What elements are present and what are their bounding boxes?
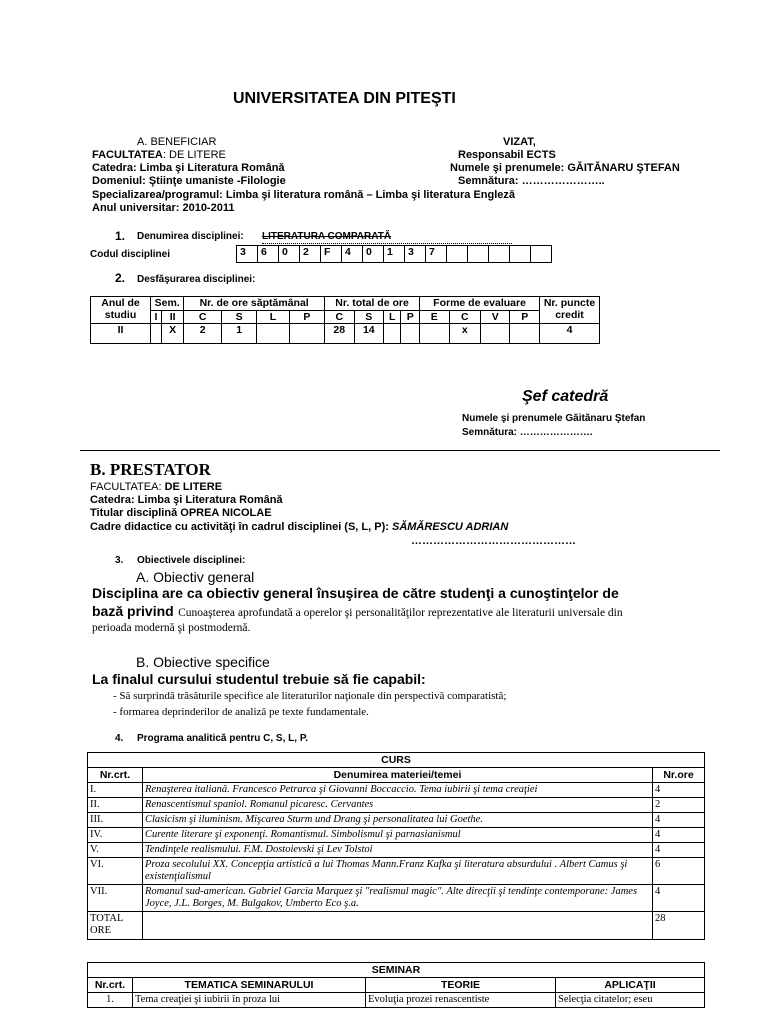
beneficiar-faculty <box>92 149 226 161</box>
desfasurare-cell: x <box>449 324 481 344</box>
desfasurare-cell <box>510 324 540 344</box>
curs-cell-nr: VI. <box>88 858 143 885</box>
subheader-cell: II <box>161 311 183 324</box>
seminar-cell-tema: Tema creaţiei şi iubirii în proza lui <box>133 993 366 1008</box>
subheader-cell: V <box>481 311 510 324</box>
section3-label: Obiectivele disciplinei: <box>137 555 246 566</box>
section2-label: Desfăşurarea disciplinei: <box>137 274 256 285</box>
code-label: Codul disciplinei <box>90 249 171 260</box>
seminar-header-aplicatii: APLICAŢII <box>556 978 705 993</box>
prestator-cadre <box>90 521 508 533</box>
curs-cell-ore: 2 <box>653 798 705 813</box>
prestator-faculty-value: DE LITERE <box>164 481 223 493</box>
curs-cell-ore: 4 <box>653 843 705 858</box>
prestator-faculty-label: FACULTATEA: <box>90 481 165 493</box>
vizat-responsabil: Responsabil ECTS <box>458 149 556 161</box>
curs-cell-ore: 4 <box>653 783 705 798</box>
header-credit: Nr. puncte credit <box>540 297 600 324</box>
desfasurare-cell: II <box>91 324 151 344</box>
desfasurare-cell <box>481 324 510 344</box>
faculty-label: FACULTATEA <box>92 149 163 161</box>
subheader-cell: S <box>354 311 384 324</box>
code-cell <box>489 246 510 263</box>
desfasurare-cell: X <box>161 324 183 344</box>
prestator-catedra: Catedra: Limba şi Literatura Română <box>90 494 283 506</box>
code-cell <box>447 246 468 263</box>
sef-title: Şef catedră <box>522 388 609 405</box>
code-cell <box>468 246 489 263</box>
specific-item: - formarea deprinderilor de analiză pe texte fundamentale. <box>113 706 369 718</box>
curs-cell-tema: Tendinţele realismului. F.M. Dostoievski şi Lev Tolstoi <box>143 843 653 858</box>
curs-cell-tema: Proza secolului XX. Concepţia artistică a lui Thomas Mann.Franz Kafka şi literatura absurdului . Albert Camus şi existenţialismul <box>143 858 653 885</box>
subheader-cell: C <box>324 311 354 324</box>
subheader-cell: S <box>222 311 257 324</box>
desfasurare-cell <box>151 324 162 344</box>
code-cell: 0 <box>363 246 384 263</box>
desfasurare-cell <box>420 324 449 344</box>
objective-general-bold-1: Disciplina are ca obiectiv general însuşirea de către studenţi a cunoştinţelor de <box>92 585 619 601</box>
seminar-cell-nr: 1. <box>88 993 133 1008</box>
header-sem: Sem. <box>151 297 184 311</box>
seminar-header-teorie: TEORIE <box>366 978 556 993</box>
section1-number: 1. <box>115 229 126 243</box>
beneficiar-label: A. BENEFICIAR <box>137 136 217 148</box>
curs-header-ore: Nr.ore <box>653 768 705 783</box>
curs-row <box>88 885 705 912</box>
divider <box>80 450 720 451</box>
curs-total-value: 28 <box>653 912 705 940</box>
curs-cell-ore: 4 <box>653 885 705 912</box>
code-cell: 3 <box>237 246 258 263</box>
vizat-title: VIZAT, <box>503 136 536 148</box>
curs-total-empty <box>143 912 653 940</box>
curs-row <box>88 843 705 858</box>
curs-cell-ore: 6 <box>653 858 705 885</box>
section2-number: 2. <box>115 271 126 285</box>
curs-header-tema: Denumirea materiei/temei <box>143 768 653 783</box>
code-cell <box>510 246 531 263</box>
curs-cell-tema: Romanul sud-american. Gabriel Garcia Marquez şi "realismul magic". Alte direcţii şi tendinţe contemporane: James Joyce, J.L. Borges, M. Bulgakov, Umberto Eco ş.a. <box>143 885 653 912</box>
beneficiar-anul: Anul universitar: 2010-2011 <box>92 202 235 214</box>
curs-cell-ore: 4 <box>653 813 705 828</box>
curs-cell-nr: II. <box>88 798 143 813</box>
section3-number: 3. <box>115 555 124 566</box>
curs-cell-nr: IV. <box>88 828 143 843</box>
sef-nume: Numele şi prenumele Găitănaru Ştefan <box>462 413 646 424</box>
curs-cell-tema: Renaşterea italiană. Francesco Petrarca şi Giovanni Boccaccio. Tema iubirii şi tema creaţiei <box>143 783 653 798</box>
objective-general-text-1: Cunoaşterea aprofundată a operelor şi personalităţilor reprezentative ale literaturii universale din <box>178 607 623 619</box>
curs-header-nr: Nr.crt. <box>88 768 143 783</box>
seminar-cell-aplicatii: Selecţia citatelor; eseu <box>556 993 705 1008</box>
code-cell: 6 <box>258 246 279 263</box>
subheader-cell: P <box>289 311 324 324</box>
code-cell: F <box>321 246 342 263</box>
beneficiar-catedra: Catedra: Limba şi Literatura Română <box>92 162 285 174</box>
curs-cell-nr: V. <box>88 843 143 858</box>
header-ore-sapt: Nr. de ore săptămânal <box>184 297 325 311</box>
subheader-cell: I <box>151 311 162 324</box>
vizat-nume: Numele şi prenumele: GĂITĂNARU ŞTEFAN <box>450 162 680 174</box>
prestator-title: B. PRESTATOR <box>90 460 211 479</box>
code-cell: 7 <box>426 246 447 263</box>
code-cell: 3 <box>405 246 426 263</box>
code-cell: 4 <box>342 246 363 263</box>
seminar-table <box>87 962 705 1008</box>
desfasurare-table <box>90 296 600 344</box>
cadre-value: SĂMĂRESCU ADRIAN <box>391 521 509 533</box>
header-anul: Anul de studiu <box>91 297 151 324</box>
curs-cell-tema: Clasicism şi iluminism. Mişcarea Sturm und Drang şi personalitatea lui Goethe. <box>143 813 653 828</box>
curs-row <box>88 813 705 828</box>
code-cell: 2 <box>300 246 321 263</box>
seminar-header-nr: Nr.crt. <box>88 978 133 993</box>
desfasurare-cell: 1 <box>222 324 257 344</box>
code-cell: 1 <box>384 246 405 263</box>
desfasurare-cell: 2 <box>184 324 222 344</box>
objective-general-line2 <box>92 603 623 621</box>
subheader-cell: P <box>510 311 540 324</box>
subheader-cell: C <box>184 311 222 324</box>
desfasurare-cell: 4 <box>540 324 600 344</box>
seminar-cell-teorie: Evoluţia prozei renascentiste <box>366 993 556 1008</box>
seminar-title: SEMINAR <box>88 963 705 978</box>
cadre-label: Cadre didactice cu activităţi în cadrul disciplinei (S, L, P): <box>90 521 389 533</box>
curs-cell-nr: I. <box>88 783 143 798</box>
discipline-name: LITERATURA COMPARATĂ <box>262 231 392 242</box>
desfasurare-cell <box>401 324 420 344</box>
objective-general-bold-2: bază privind <box>92 603 174 619</box>
desfasurare-cell: 14 <box>354 324 384 344</box>
header-forme: Forme de evaluare <box>420 297 540 311</box>
seminar-header-tema: TEMATICA SEMINARULUI <box>133 978 366 993</box>
prestator-titular: Titular disciplină OPREA NICOLAE <box>90 507 272 519</box>
prestator-faculty <box>90 481 222 493</box>
vizat-semnatura: Semnătura: ………………….. <box>458 175 605 187</box>
desfasurare-cell <box>289 324 324 344</box>
subheader-cell: L <box>257 311 290 324</box>
curs-row <box>88 783 705 798</box>
university-title: UNIVERSITATEA DIN PITEŞTI <box>233 90 456 107</box>
desfasurare-cell <box>384 324 401 344</box>
objective-specific-heading: B. Obiective specifice <box>136 654 270 670</box>
curs-total-label: TOTAL ORE <box>88 912 143 940</box>
objective-specific-intro: La finalul cursului studentul trebuie să fie capabil: <box>92 671 426 687</box>
faculty-value: : DE LITERE <box>162 149 226 161</box>
code-cell: 0 <box>279 246 300 263</box>
cadre-dots: ……………………………………… <box>411 535 576 547</box>
curs-cell-nr: VII. <box>88 885 143 912</box>
beneficiar-specializarea: Specializarea/programul: Limba şi literatura română – Limba şi literatura Engleză <box>92 189 516 201</box>
code-table <box>236 245 552 263</box>
desfasurare-cell: 28 <box>324 324 354 344</box>
section4-number: 4. <box>115 733 124 744</box>
discipline-underline <box>262 243 512 244</box>
subheader-cell: L <box>384 311 401 324</box>
objective-general-text-2: perioada modernă şi postmodernă. <box>92 622 251 634</box>
subheader-cell: C <box>449 311 481 324</box>
desfasurare-cell <box>257 324 290 344</box>
code-cell <box>531 246 552 263</box>
subheader-cell: P <box>401 311 420 324</box>
curs-cell-ore: 4 <box>653 828 705 843</box>
section4-label: Programa analitică pentru C, S, L, P. <box>137 733 308 744</box>
curs-row <box>88 828 705 843</box>
curs-cell-tema: Renascentismul spaniol. Romanul picaresc. Cervantes <box>143 798 653 813</box>
beneficiar-domeniul: Domeniul: Ştiinţe umaniste -Filologie <box>92 175 286 187</box>
objective-general-heading: A. Obiectiv general <box>136 569 255 585</box>
specific-item: - Să surprindă trăsăturile specifice ale literaturilor naţionale din perspectivă comparatistă; <box>113 690 507 702</box>
curs-row <box>88 798 705 813</box>
curs-title: CURS <box>88 753 705 768</box>
curs-cell-tema: Curente literare şi exponenţi. Romantismul. Simbolismul şi parnasianismul <box>143 828 653 843</box>
header-total-ore: Nr. total de ore <box>324 297 419 311</box>
subheader-cell: E <box>420 311 449 324</box>
curs-cell-nr: III. <box>88 813 143 828</box>
seminar-row <box>88 993 705 1008</box>
section1-label: Denumirea disciplinei: <box>137 231 244 242</box>
curs-table <box>87 752 705 940</box>
sef-semnatura: Semnătura: …………………. <box>462 427 593 438</box>
curs-row <box>88 858 705 885</box>
